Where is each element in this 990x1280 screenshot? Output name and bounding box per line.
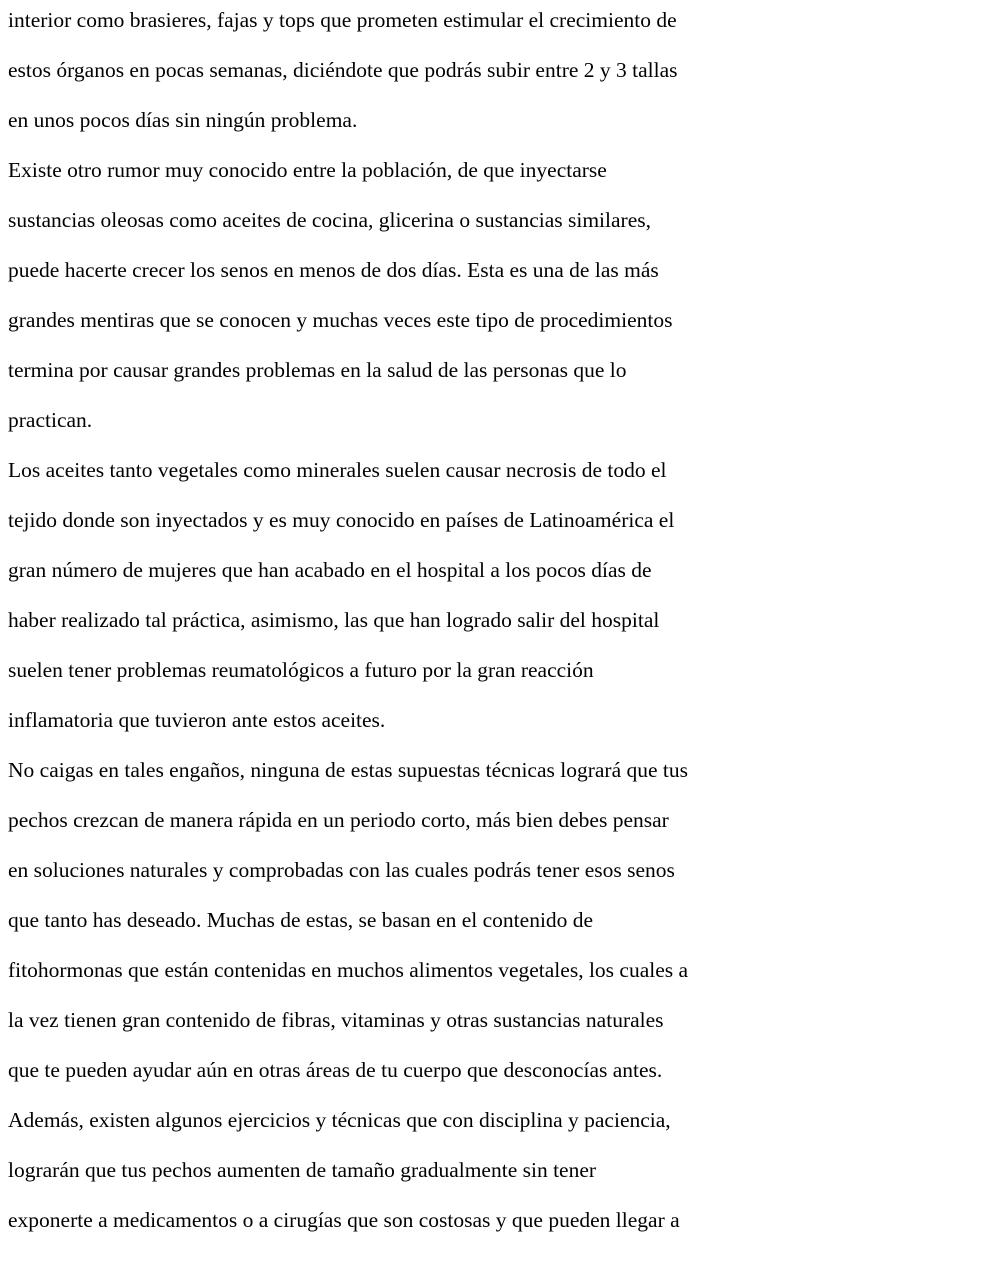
text-line: en unos pocos días sin ningún problema. <box>8 108 358 132</box>
text-line: sustancias oleosas como aceites de cocina, glicerina o sustancias similares, <box>8 208 651 232</box>
text-line: la vez tienen gran contenido de fibras, vitaminas y otras sustancias naturales <box>8 1008 664 1032</box>
text-line: grandes mentiras que se conocen y muchas veces este tipo de procedimientos <box>8 308 673 332</box>
text-line: interior como brasieres, fajas y tops que prometen estimular el crecimiento de <box>8 8 677 32</box>
text-line: Los aceites tanto vegetales como minerales suelen causar necrosis de todo el <box>8 458 667 482</box>
text-line: fitohormonas que están contenidas en muchos alimentos vegetales, los cuales a <box>8 958 689 982</box>
text-line: Existe otro rumor muy conocido entre la población, de que inyectarse <box>8 158 607 182</box>
text-line: tejido donde son inyectados y es muy conocido en países de Latinoamérica el <box>8 508 675 532</box>
text-line: exponerte a medicamentos o a cirugías que son costosas y que pueden llegar a <box>8 1208 680 1232</box>
text-line: haber realizado tal práctica, asimismo, las que han logrado salir del hospital <box>8 608 660 632</box>
text-line: lograrán que tus pechos aumenten de tamaño gradualmente sin tener <box>8 1158 597 1182</box>
text-line: inflamatoria que tuvieron ante estos aceites. <box>8 708 386 732</box>
text-line: en soluciones naturales y comprobadas con las cuales podrás tener esos senos <box>8 858 675 882</box>
text-line: termina por causar grandes problemas en la salud de las personas que lo <box>8 358 627 382</box>
text-line: No caigas en tales engaños, ninguna de estas supuestas técnicas logrará que tus <box>8 758 689 782</box>
text-line: puede hacerte crecer los senos en menos de dos días. Esta es una de las más <box>8 258 659 282</box>
text-line: gran número de mujeres que han acabado en el hospital a los pocos días de <box>8 558 652 582</box>
text-line: practican. <box>8 408 93 432</box>
text-line: Además, existen algunos ejercicios y técnicas que con disciplina y paciencia, <box>8 1108 671 1132</box>
text-line: que tanto has deseado. Muchas de estas, se basan en el contenido de <box>8 908 594 932</box>
text-line: estos órganos en pocas semanas, diciéndote que podrás subir entre 2 y 3 tallas <box>8 58 678 82</box>
text-line: suelen tener problemas reumatológicos a futuro por la gran reacción <box>8 658 594 682</box>
document-body <box>8 0 828 1250</box>
text-line: que te pueden ayudar aún en otras áreas de tu cuerpo que desconocías antes. <box>8 1058 663 1082</box>
text-line: pechos crezcan de manera rápida en un periodo corto, más bien debes pensar <box>8 808 669 832</box>
